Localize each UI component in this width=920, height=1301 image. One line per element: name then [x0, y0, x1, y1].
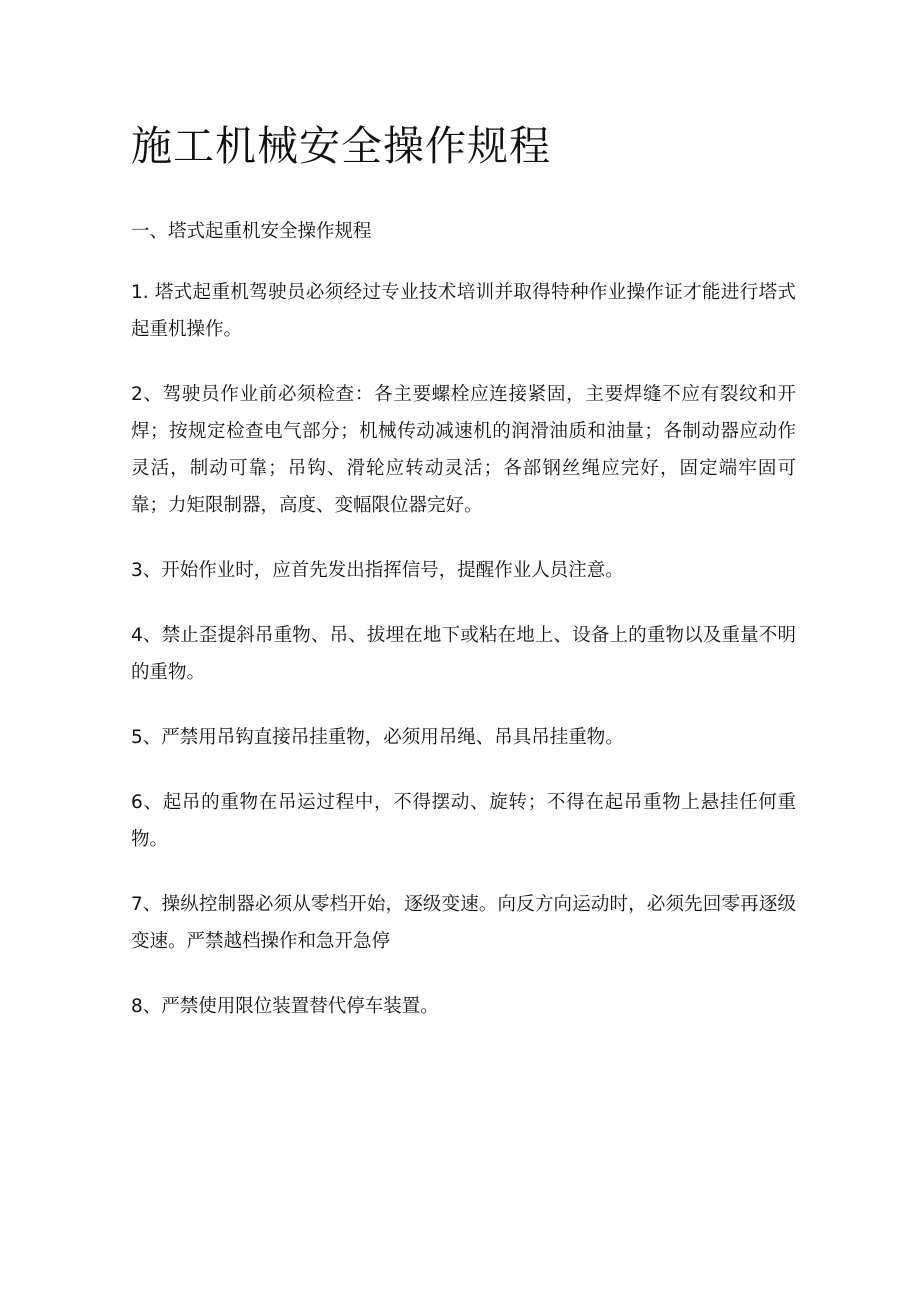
paragraph-2: 2、驾驶员作业前必须检查：各主要螺栓应连接紧固，主要焊缝不应有裂纹和开焊；按规定检查电气部分；机械传动减速机的润滑油质和油量；各制动器应动作灵活，制动可靠；吊钩、滑轮应转动灵活；各部钢丝绳应完好，固定端牢固可靠；力矩限制器，高度、变幅限位器完好。 — [131, 384, 796, 516]
paragraph-8: 8、严禁使用限位装置替代停车装置。 — [131, 996, 439, 1017]
paragraph-7: 7、操纵控制器必须从零档开始，逐级变速。向反方向运动时，必须先回零再逐级变速。严禁越档操作和急开急停 — [131, 894, 796, 952]
paragraph-6: 6、起吊的重物在吊运过程中，不得摆动、旋转；不得在起吊重物上悬挂任何重物。 — [131, 792, 796, 850]
paragraph-3: 3、开始作业时，应首先发出指挥信号，提醒作业人员注意。 — [131, 560, 624, 581]
document-body — [131, 217, 796, 1053]
section-heading: 一、塔式起重机安全操作规程 — [131, 221, 372, 242]
paragraph-4: 4、禁止歪提斜吊重物、吊、拔埋在地下或粘在地上、设备上的重物以及重量不明的重物。 — [131, 625, 796, 683]
paragraph-5: 5、严禁用吊钩直接吊挂重物，必须用吊绳、吊具吊挂重物。 — [131, 727, 624, 748]
paragraph-1: 1. 塔式起重机驾驶员必须经过专业技术培训并取得特种作业操作证才能进行塔式起重机操作。 — [131, 282, 796, 340]
document-title: 施工机械安全操作规程 — [131, 122, 551, 170]
